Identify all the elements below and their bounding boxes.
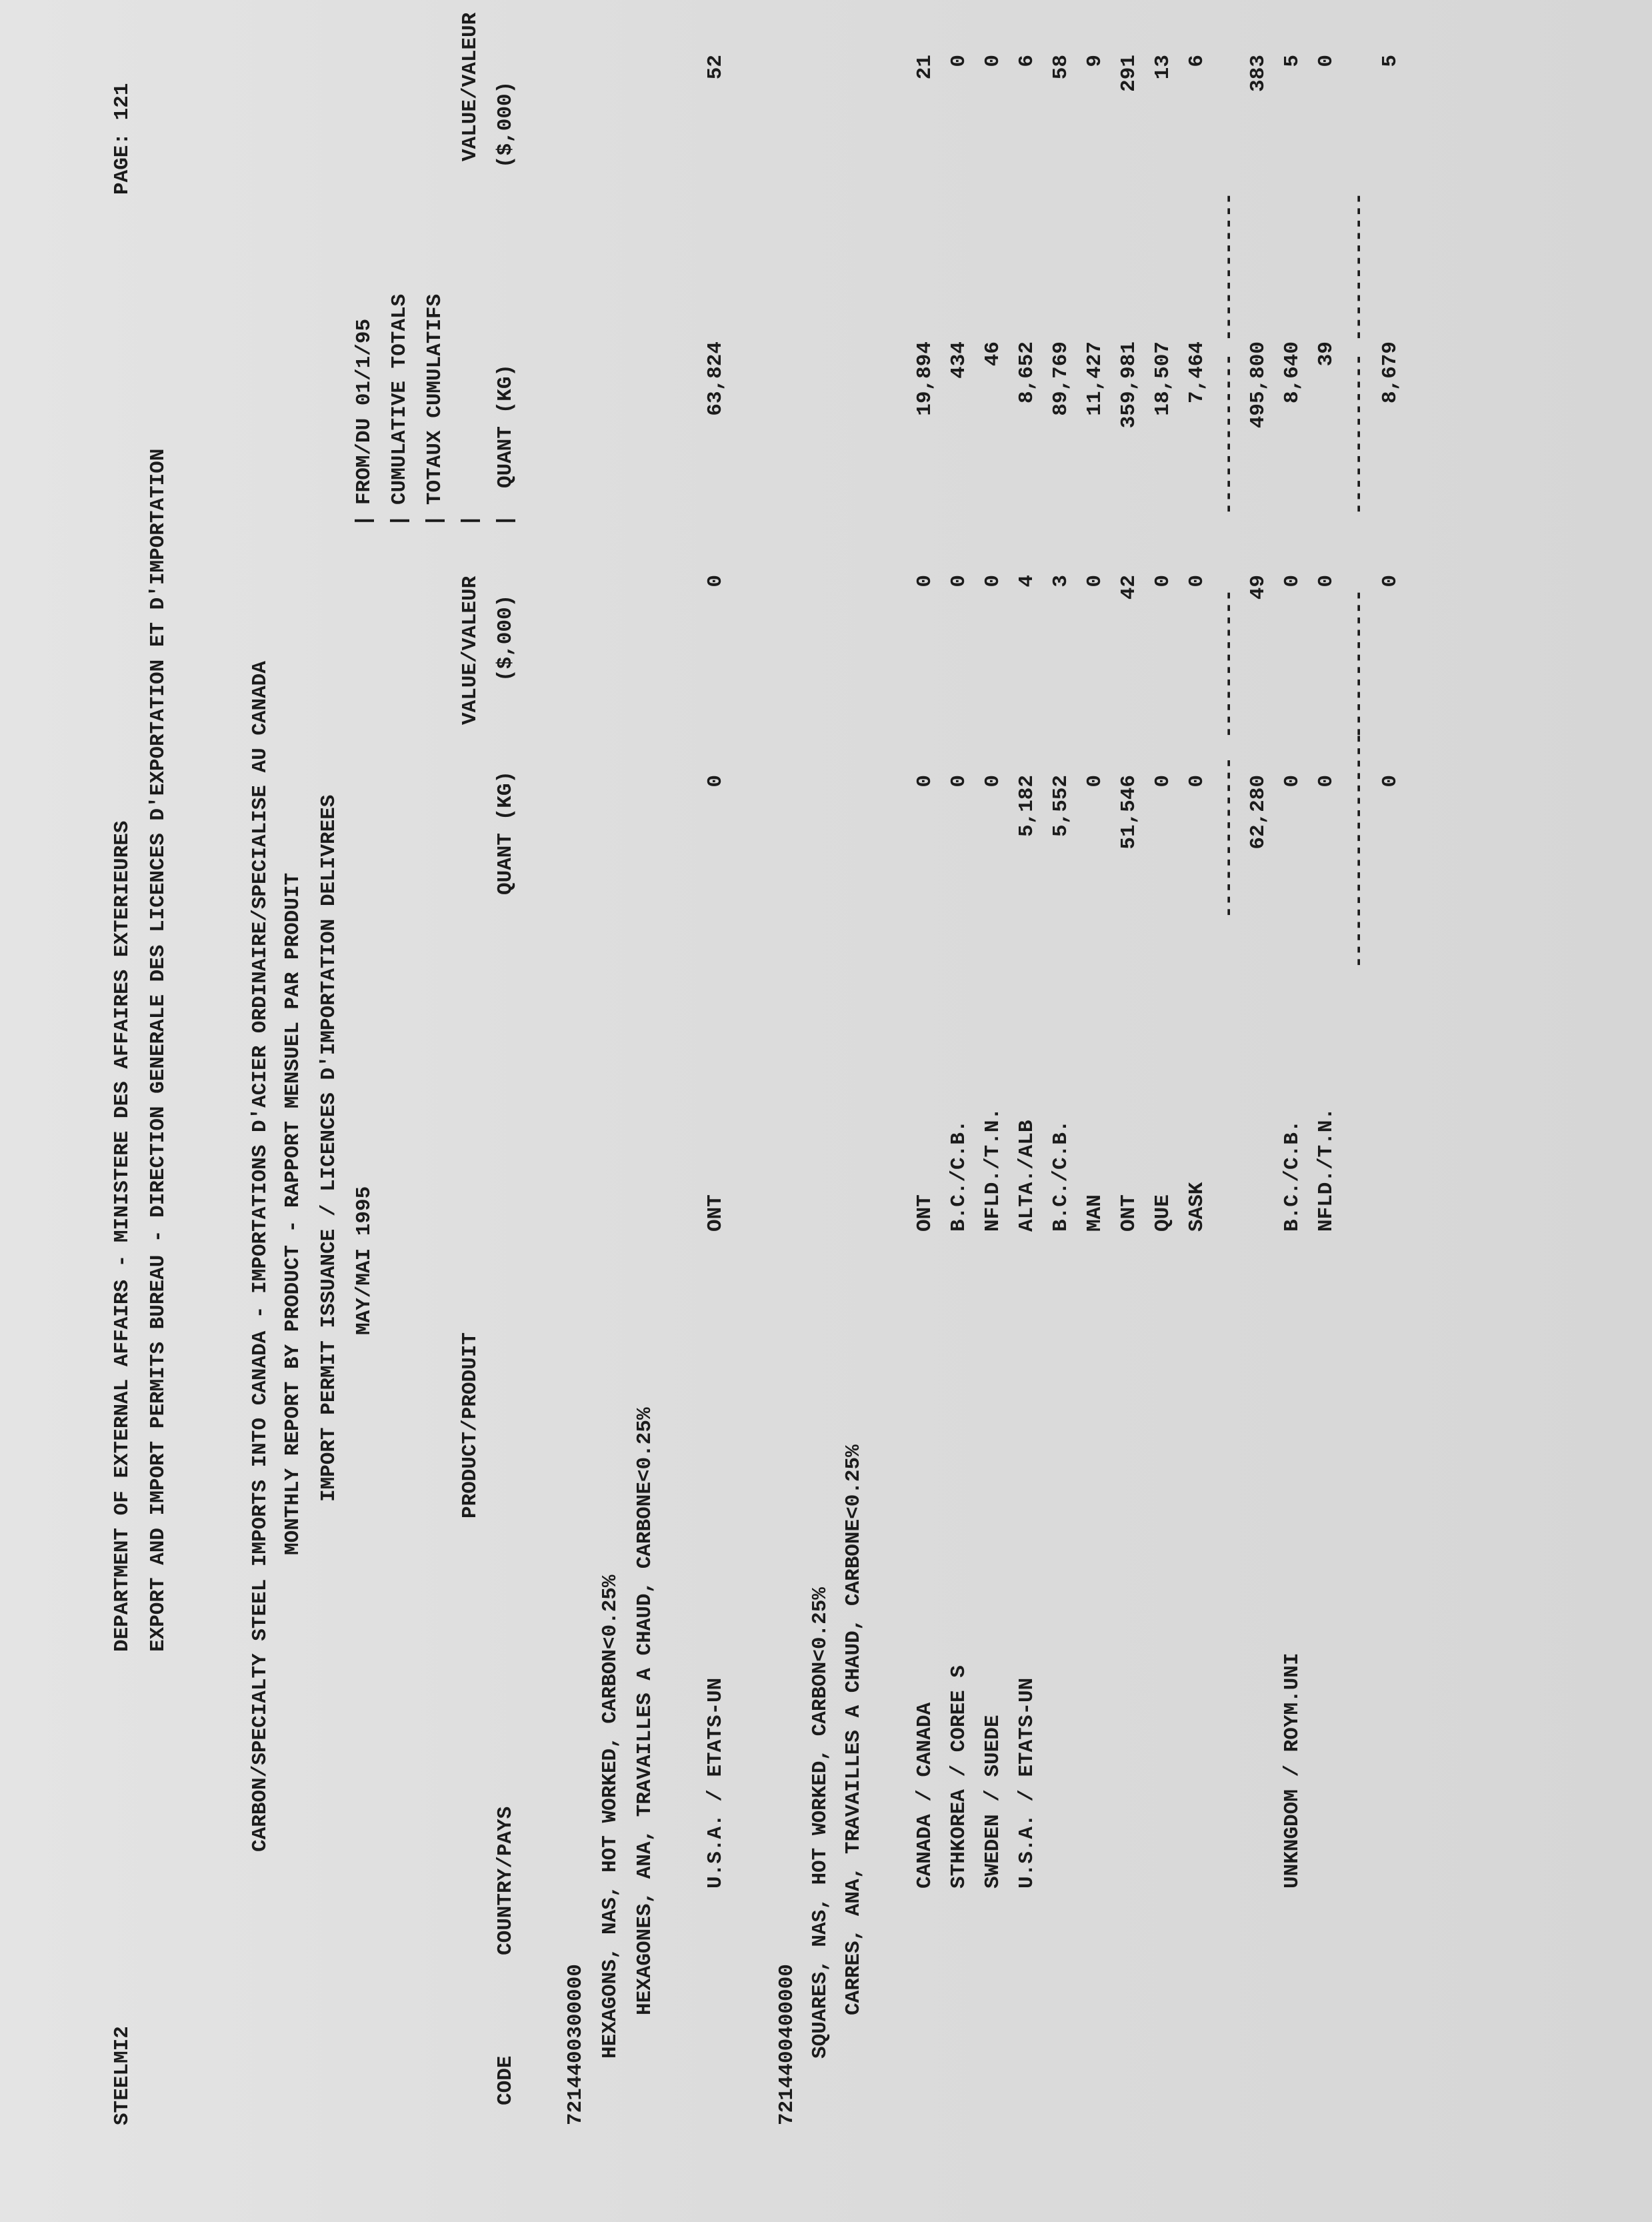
department-line-1: DEPARTMENT OF EXTERNAL AFFAIRS - MINISTERE DES AFFAIRES EXTERIEURES — [111, 820, 134, 1652]
province: ONT — [1117, 1194, 1141, 1232]
column-separator: | — [494, 514, 517, 527]
subtotal-value: 0 — [1379, 575, 1402, 588]
report-title: CARBON/SPECIALTY STEEL IMPORTS INTO CANADA - IMPORTATIONS D'ACIER ORDINAIRE/SPECIALISE AU CANADA — [249, 661, 272, 1852]
value-cell: 0 — [1083, 575, 1107, 588]
column-header-quant: QUANT (KG) — [494, 770, 517, 895]
subtotal-quantity: 0 — [1379, 775, 1402, 788]
country-name: SWEDEN / SUEDE — [981, 1715, 1005, 1889]
value-cell: 42 — [1117, 575, 1141, 600]
cumulative-totals-label: CUMULATIVE TOTALS — [388, 293, 411, 505]
cum-value-cell: 52 — [704, 55, 727, 80]
column-header-cum-value-unit: ($,000) — [494, 81, 517, 168]
cumulative-totals-label-fr: TOTAUX CUMULATIFS — [423, 293, 447, 505]
department-line-2: EXPORT AND IMPORT PERMITS BUREAU - DIRECTION GENERALE DES LICENCES D'EXPORTATION ET D'IMPORTATION — [147, 448, 170, 1652]
province: ONT — [704, 1194, 727, 1232]
cum-value-cell: 6 — [1015, 55, 1039, 67]
cum-quantity-cell: 11,427 — [1083, 341, 1107, 416]
column-header-country: COUNTRY/PAYS — [494, 1806, 517, 1955]
country-name: STHKOREA / COREE S — [947, 1665, 971, 1889]
subtotal-rule: ------------ — [1347, 192, 1371, 341]
country-name: UNKNGDOM / ROYM.UNI — [1281, 1652, 1304, 1889]
column-header-code: CODE — [494, 2055, 517, 2105]
cum-quantity-cell: 359,981 — [1117, 341, 1141, 429]
value-cell: 4 — [1015, 575, 1039, 588]
column-separator: | — [423, 514, 447, 527]
province: B.C./C.B. — [1281, 1120, 1304, 1232]
cum-quantity-cell: 8,640 — [1281, 341, 1304, 404]
subtotal-rule: ------------ — [1347, 589, 1371, 738]
cum-quantity-cell: 46 — [981, 341, 1005, 367]
value-cell: 0 — [947, 575, 971, 588]
cum-quantity-cell: 8,652 — [1015, 341, 1039, 404]
column-header-cum-quant: QUANT (KG) — [494, 363, 517, 488]
subtotal-rule: ------------ — [1217, 589, 1241, 738]
subtotal-rule: ------------------- — [1347, 732, 1371, 968]
column-separator: | — [459, 514, 482, 527]
cum-value-cell: 5 — [1281, 55, 1304, 67]
province: ONT — [913, 1194, 937, 1232]
cum-value-cell: 6 — [1185, 55, 1209, 67]
subtotal-cum-quantity: 8,679 — [1379, 341, 1402, 404]
subtotal-rule: ------------- — [1347, 353, 1371, 515]
cum-quantity-cell: 7,464 — [1185, 341, 1209, 404]
value-cell: 0 — [981, 575, 1005, 588]
country-name: U.S.A. / ETATS-UN — [704, 1677, 727, 1889]
province: MAN — [1083, 1194, 1107, 1232]
value-cell: 0 — [1185, 575, 1209, 588]
product-description-fr: CARRES, ANA, TRAVAILLES A CHAUD, CARBONE<0.25% — [842, 1444, 865, 2015]
subtotal-cum-value: 5 — [1379, 55, 1402, 67]
column-separator: | — [353, 514, 376, 527]
product-code: 7214400300000 — [564, 1964, 587, 2125]
subtotal-rule: ------------ — [1217, 192, 1241, 341]
province: SASK — [1185, 1182, 1209, 1232]
column-separator: | — [388, 514, 411, 527]
report-id: STEELMI2 — [111, 2026, 134, 2125]
value-cell: 0 — [1281, 575, 1304, 588]
country-name: CANADA / CANADA — [913, 1702, 937, 1889]
quantity-cell: 0 — [1083, 775, 1107, 788]
quantity-cell: 5,182 — [1015, 775, 1039, 838]
product-description: SQUARES, NAS, HOT WORKED, CARBON<0.25% — [809, 1587, 832, 2059]
quantity-cell: 0 — [1281, 775, 1304, 788]
report-subtitle-2: IMPORT PERMIT ISSUANCE / LICENCES D'IMPORTATION DELIVREES — [317, 794, 341, 1502]
cum-quantity-cell: 63,824 — [704, 341, 727, 416]
column-header-product: PRODUCT/PRODUIT — [459, 1332, 482, 1518]
value-cell: 3 — [1049, 575, 1073, 588]
subtotal-cum-quantity: 495,800 — [1247, 341, 1270, 429]
product-code: 7214400400000 — [775, 1964, 799, 2125]
quantity-cell: 0 — [913, 775, 937, 788]
province: NFLD./T.N. — [981, 1107, 1005, 1232]
cum-quantity-cell: 39 — [1315, 341, 1338, 367]
column-header-value-unit: ($,000) — [494, 594, 517, 682]
quantity-cell: 0 — [981, 775, 1005, 788]
report-period: MAY/MAI 1995 — [353, 1186, 376, 1335]
cum-quantity-cell: 89,769 — [1049, 341, 1073, 416]
value-cell: 0 — [704, 575, 727, 588]
column-header-cum-value: VALUE/VALEUR — [459, 12, 482, 161]
quantity-cell: 5,552 — [1049, 775, 1073, 838]
quantity-cell: 0 — [947, 775, 971, 788]
cum-value-cell: 21 — [913, 55, 937, 80]
subtotal-cum-value: 383 — [1247, 55, 1270, 92]
value-cell: 0 — [1315, 575, 1338, 588]
subtotal-value: 49 — [1247, 575, 1270, 600]
cum-value-cell: 9 — [1083, 55, 1107, 67]
province: B.C./C.B. — [1049, 1120, 1073, 1232]
province: NFLD./T.N. — [1315, 1107, 1338, 1232]
cum-value-cell: 0 — [947, 55, 971, 67]
product-description: HEXAGONS, NAS, HOT WORKED, CARBON<0.25% — [599, 1574, 622, 2059]
subtotal-rule: ------------- — [1217, 757, 1241, 918]
product-description-fr: HEXAGONES, ANA, TRAVAILLES A CHAUD, CARBONE<0.25% — [633, 1407, 657, 2015]
province: QUE — [1151, 1194, 1175, 1232]
country-name: U.S.A. / ETATS-UN — [1015, 1677, 1039, 1889]
cum-value-cell: 0 — [981, 55, 1005, 67]
quantity-cell: 0 — [1185, 775, 1209, 788]
report-subtitle: MONTHLY REPORT BY PRODUCT - RAPPORT MENSUEL PAR PRODUIT — [281, 872, 305, 1555]
page-number: PAGE: 121 — [111, 83, 134, 195]
quantity-cell: 0 — [1315, 775, 1338, 788]
quantity-cell: 0 — [1151, 775, 1175, 788]
cum-value-cell: 0 — [1315, 55, 1338, 67]
cum-value-cell: 58 — [1049, 55, 1073, 80]
value-cell: 0 — [1151, 575, 1175, 588]
quantity-cell: 0 — [704, 775, 727, 788]
value-cell: 0 — [913, 575, 937, 588]
column-header-value: VALUE/VALEUR — [459, 576, 482, 725]
cum-quantity-cell: 434 — [947, 341, 971, 379]
quantity-cell: 51,546 — [1117, 775, 1141, 850]
subtotal-rule: ------------- — [1217, 353, 1241, 515]
province: B.C./C.B. — [947, 1120, 971, 1232]
cum-value-cell: 13 — [1151, 55, 1175, 80]
cum-quantity-cell: 19,894 — [913, 341, 937, 416]
province: ALTA./ALB — [1015, 1120, 1039, 1232]
cum-quantity-cell: 18,507 — [1151, 341, 1175, 416]
cum-value-cell: 291 — [1117, 55, 1141, 92]
subtotal-quantity: 62,280 — [1247, 775, 1270, 850]
cumulative-from-date: FROM/DU 01/1/95 — [353, 318, 376, 505]
